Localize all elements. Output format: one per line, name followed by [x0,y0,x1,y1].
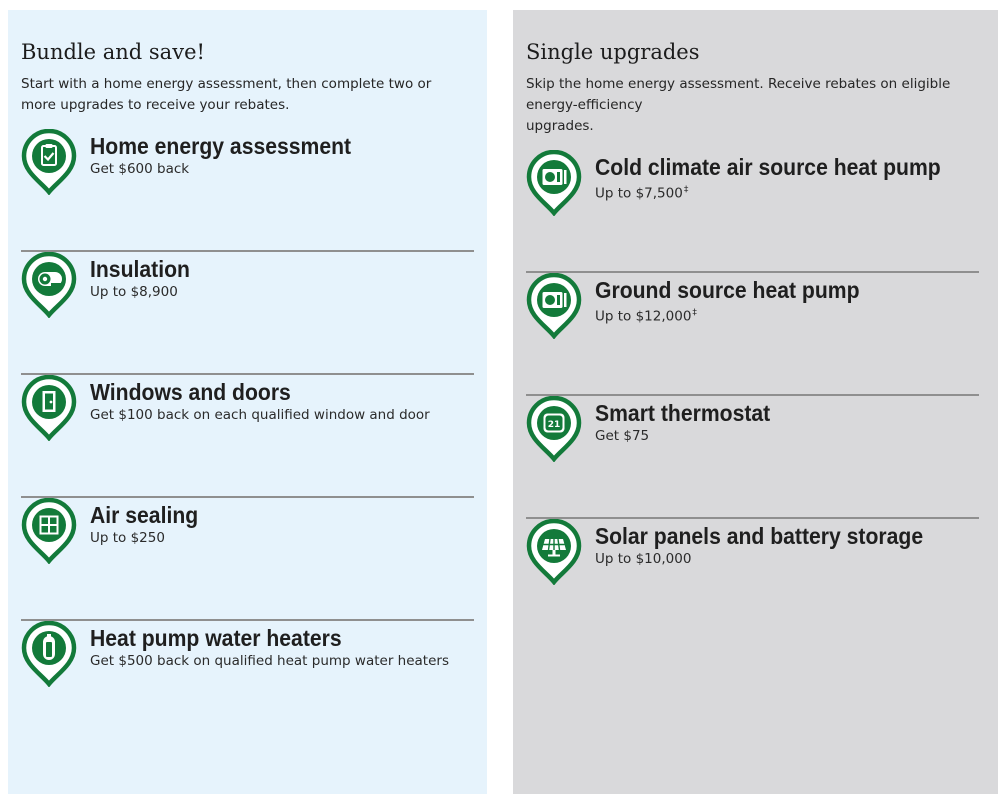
single-upgrades-panel [513,10,998,794]
single-intro-line1: Skip the home energy assessment. Receive rebates on eligible energy-efficiency [526,76,951,113]
item-title: Heat pump water heaters [90,625,342,651]
item-subtitle: Up to $8,900 [90,284,178,300]
item-subtitle-text: Up to $7,500 [595,185,683,202]
window-grid-icon [21,498,77,564]
footnote-marker: ‡ [683,185,689,195]
list-item[interactable] [21,621,474,744]
clipboard-check-icon [21,129,77,195]
single-intro-line2: upgrades. [526,118,594,134]
heat-pump-icon [526,150,582,216]
insulation-roll-icon [21,252,77,318]
list-item[interactable] [21,252,474,375]
single-heading: Single upgrades [526,40,700,64]
bundle-panel [8,10,487,794]
item-title: Windows and doors [90,379,291,405]
item-title: Insulation [90,256,190,282]
item-title: Home energy assessment [90,133,352,159]
item-title: Cold climate air source heat pump [595,154,941,180]
thermostat-icon [526,396,582,462]
item-subtitle: Up to $250 [90,530,165,546]
item-subtitle-text: Up to $12,000 [595,308,692,325]
bundle-intro: Start with a home energy assessment, then complete two or more upgrades to receive your rebates. [21,76,432,113]
thermostat-value: 21 [547,420,561,430]
list-item[interactable] [526,396,979,519]
item-title: Smart thermostat [595,400,771,426]
item-title: Air sealing [90,502,199,528]
list-item[interactable] [526,150,979,273]
item-subtitle: Get $75 [595,428,650,444]
item-subtitle: Get $500 back on qualified heat pump water heaters [90,653,449,669]
single-intro [526,74,986,137]
list-item[interactable] [526,519,979,642]
water-heater-icon [21,621,77,687]
single-list [526,150,979,642]
item-title: Ground source heat pump [595,277,860,303]
item-subtitle: Get $600 back [90,161,190,177]
list-item[interactable] [21,375,474,498]
item-subtitle: Up to $10,000 [595,551,692,567]
list-item[interactable] [526,273,979,396]
solar-panel-icon [526,519,582,585]
footnote-marker: ‡ [692,308,697,318]
bundle-heading: Bundle and save! [21,40,205,64]
list-item[interactable] [21,498,474,621]
list-item[interactable] [21,129,474,252]
item-title: Solar panels and battery storage [595,523,924,549]
door-icon [21,375,77,441]
item-subtitle [595,181,688,203]
bundle-list [21,129,474,744]
heat-pump-icon [526,273,582,339]
item-subtitle [595,304,697,326]
item-subtitle: Get $100 back on each qualified window and door [90,407,430,423]
